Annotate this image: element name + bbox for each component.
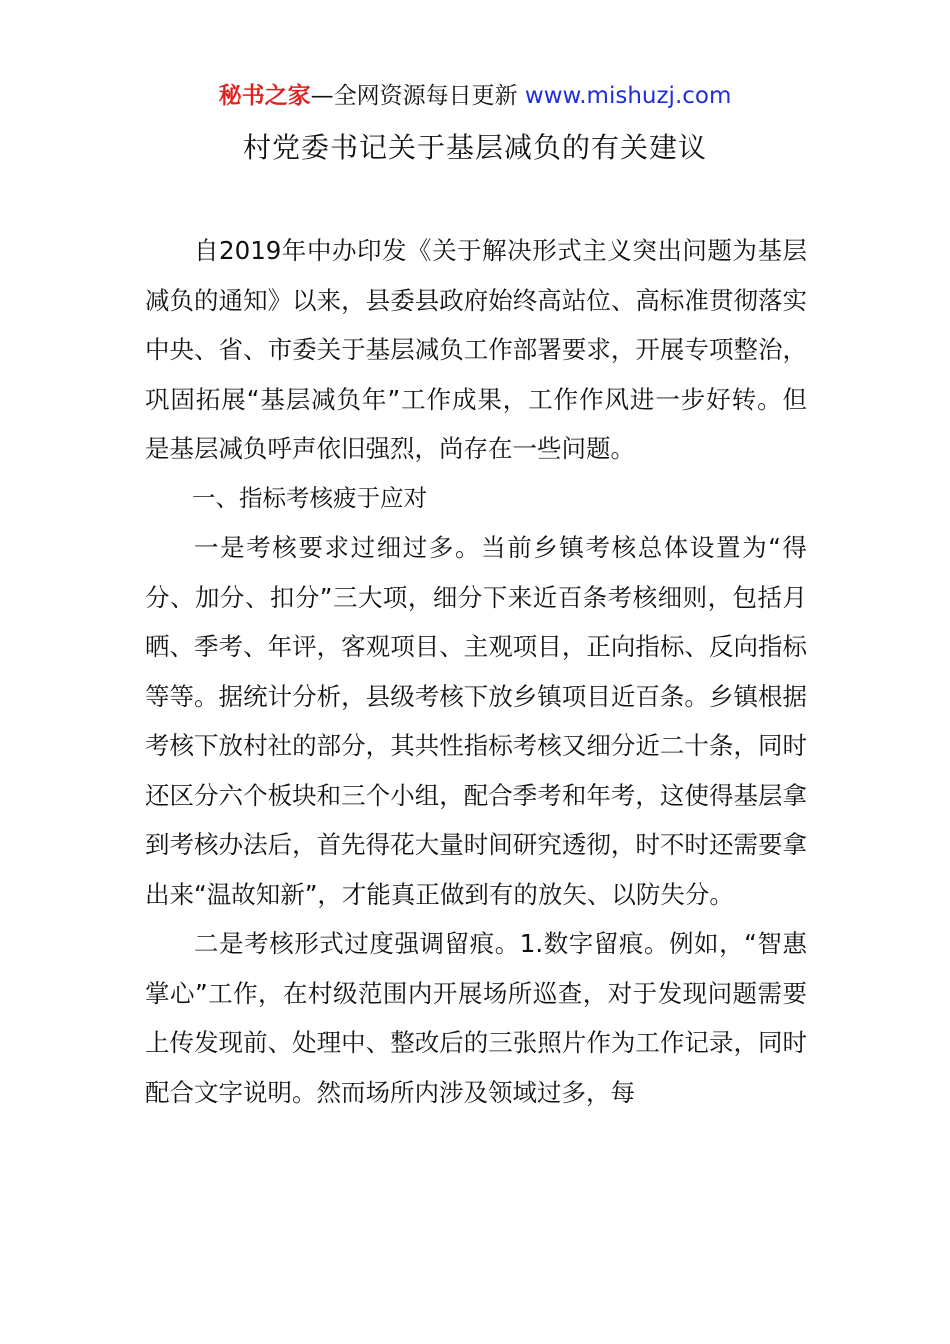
intro-paragraph: 自2019年中办印发《关于解决形式主义突出问题为基层减负的通知》以来，县委县政府始终高站位、高标准贯彻落实中央、省、市委关于基层减负工作部署要求，开展专项整治，巩固拓展“基层减负年”工作成果，工作作风进一步好转。但是基层减负呼声依旧强烈，尚存在一些问题。 [145, 236, 807, 463]
section-heading: 一、指标考核疲于应对 [192, 483, 427, 512]
site-header [0, 80, 950, 112]
site-url-link[interactable]: www.mishuzj.com [524, 83, 732, 109]
site-slogan: —全网资源每日更新 [310, 83, 518, 109]
point-two-paragraph: 二是考核形式过度强调留痕。1.数字留痕。例如，“智惠掌心”工作，在村级范围内开展场所巡查，对于发现问题需要上传发现前、处理中、整改后的三张照片作为工作记录，同时配合文字说明。然而场所内涉及领域过多，每 [145, 929, 807, 1107]
point-one-paragraph: 一是考核要求过细过多。当前乡镇考核总体设置为“得分、加分、扣分”三大项，细分下来近百条考核细则，包括月晒、季考、年评，客观项目、主观项目，正向指标、反向指标等等。据统计分析，县级考核下放乡镇项目近百条。乡镇根据考核下放村社的部分，其共性指标考核又细分近二十条，同时还区分六个板块和三个小组，配合季考和年考，这使得基层拿到考核办法后，首先得花大量时间研究透彻，时不时还需要拿出来“温故知新”，才能真正做到有的放矢、以防失分。 [145, 533, 807, 909]
site-name: 秘书之家 [218, 83, 311, 109]
document-body [145, 226, 807, 1117]
document-title: 村党委书记关于基层减负的有关建议 [242, 131, 707, 164]
